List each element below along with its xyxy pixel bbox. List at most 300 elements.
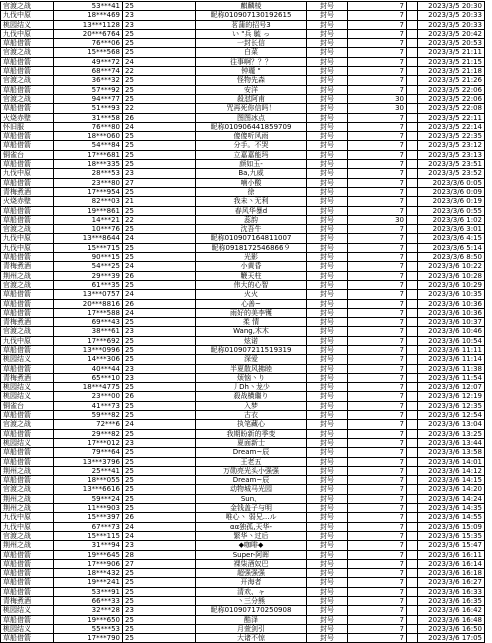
account-cell: 25***41	[54, 466, 123, 475]
level-cell: 24	[123, 522, 196, 531]
level-cell: 25	[123, 466, 196, 475]
server-cell: 桃园结义	[1, 624, 54, 633]
account-cell: 15***115	[54, 531, 123, 540]
nickname-cell: い "兵 毓 っ	[196, 29, 307, 38]
account-cell: 18***060	[54, 132, 123, 141]
blank-cell	[407, 122, 418, 131]
nickname-cell: 夏面新士	[196, 438, 307, 447]
account-cell: 14***21	[54, 215, 123, 224]
nickname-cell: 繁华丶过后	[196, 531, 307, 540]
level-cell: 25	[123, 504, 196, 513]
days-cell: 7	[348, 197, 407, 206]
server-cell: 荆州之战	[1, 504, 54, 513]
nickname-cell: Super-阿晖	[196, 550, 307, 559]
days-cell: 7	[348, 531, 407, 540]
server-cell: 草船借箭	[1, 634, 54, 643]
nickname-cell: 开海者	[196, 578, 307, 587]
account-cell: 11***903	[54, 504, 123, 513]
days-cell: 7	[348, 355, 407, 364]
nickname-cell: 春风华暴d	[196, 206, 307, 215]
nickname-cell: 唯心丶 弱兄...ル	[196, 513, 307, 522]
account-cell: 79***64	[54, 448, 123, 457]
time-cell: 2023/3/6 16:42	[418, 606, 485, 615]
action-cell: 封号	[307, 299, 348, 308]
action-cell: 封号	[307, 262, 348, 271]
table-row	[1, 308, 485, 317]
blank-cell	[407, 178, 418, 187]
server-cell: 草船借箭	[1, 215, 54, 224]
table-row	[1, 597, 485, 606]
level-cell: 25	[123, 429, 196, 438]
table-body	[1, 2, 485, 643]
days-cell: 7	[348, 178, 407, 187]
days-cell: 7	[348, 318, 407, 327]
level-cell: 24	[123, 57, 196, 66]
blank-cell	[407, 466, 418, 475]
server-cell: 草船借箭	[1, 132, 54, 141]
action-cell: 封号	[307, 48, 348, 57]
blank-cell	[407, 364, 418, 373]
account-cell: 17***906	[54, 559, 123, 568]
account-cell: 20***8816	[54, 299, 123, 308]
server-cell: 草船借箭	[1, 559, 54, 568]
server-cell: 官渡之战	[1, 48, 54, 57]
days-cell: 7	[348, 2, 407, 11]
nickname-cell: Ba,九威	[196, 169, 307, 178]
server-cell: 怀旧服	[1, 122, 54, 131]
account-cell: 59***24	[54, 494, 123, 503]
days-cell: 7	[348, 438, 407, 447]
nickname-cell: 我期盼新的季变	[196, 429, 307, 438]
nickname-cell: 殺怼阿甫	[196, 94, 307, 103]
nickname-cell: 咒再死你信吗！	[196, 104, 307, 113]
account-cell: 19***645	[54, 550, 123, 559]
account-cell: 82***03	[54, 197, 123, 206]
server-cell: 铜雀台	[1, 150, 54, 159]
blank-cell	[407, 336, 418, 345]
days-cell: 7	[348, 57, 407, 66]
time-cell: 2023/3/6 16:11	[418, 550, 485, 559]
nickname-cell: 昵称010907211519319	[196, 345, 307, 354]
blank-cell	[407, 206, 418, 215]
server-cell: 荆州之战	[1, 494, 54, 503]
level-cell: 23	[123, 327, 196, 336]
days-cell: 7	[348, 392, 407, 401]
nickname-cell: 丿Dh丶龙少	[196, 383, 307, 392]
action-cell: 封号	[307, 569, 348, 578]
days-cell: 7	[348, 150, 407, 159]
server-cell: 草船借箭	[1, 178, 54, 187]
table-row	[1, 94, 485, 103]
action-cell: 封号	[307, 364, 348, 373]
nickname-cell: 殺战横繼り	[196, 392, 307, 401]
server-cell: 草船借箭	[1, 578, 54, 587]
action-cell: 封号	[307, 494, 348, 503]
level-cell: 25	[123, 411, 196, 420]
level-cell: 27	[123, 559, 196, 568]
server-cell: 九伐中原	[1, 522, 54, 531]
level-cell: 25	[123, 355, 196, 364]
nickname-cell: 喃小酸	[196, 178, 307, 187]
action-cell: 封号	[307, 383, 348, 392]
days-cell: 7	[348, 513, 407, 522]
nickname-cell: 伟大的心智	[196, 280, 307, 289]
table-row	[1, 401, 485, 410]
level-cell: 25	[123, 615, 196, 624]
server-cell: 草船借箭	[1, 615, 54, 624]
table-row	[1, 634, 485, 643]
table-row	[1, 141, 485, 150]
blank-cell	[407, 29, 418, 38]
action-cell: 封号	[307, 504, 348, 513]
blank-cell	[407, 345, 418, 354]
account-cell: 61***35	[54, 280, 123, 289]
server-cell: 官渡之战	[1, 2, 54, 11]
time-cell: 2023/3/6 15:47	[418, 541, 485, 550]
level-cell: 25	[123, 597, 196, 606]
action-cell: 封号	[307, 132, 348, 141]
blank-cell	[407, 308, 418, 317]
nickname-cell: αα独孤,天华-	[196, 522, 307, 531]
nickname-cell: 昵称010907164811007	[196, 234, 307, 243]
server-cell: 草船借箭	[1, 429, 54, 438]
days-cell: 7	[348, 411, 407, 420]
blank-cell	[407, 187, 418, 196]
days-cell: 7	[348, 597, 407, 606]
server-cell: 草船借箭	[1, 141, 54, 150]
table-row	[1, 448, 485, 457]
days-cell: 7	[348, 225, 407, 234]
nickname-cell: 我未丶无利	[196, 197, 307, 206]
time-cell: 2023/3/6 0:09	[418, 187, 485, 196]
table-row	[1, 476, 485, 485]
action-cell: 封号	[307, 67, 348, 76]
blank-cell	[407, 485, 418, 494]
level-cell: 25	[123, 587, 196, 596]
action-cell: 封号	[307, 336, 348, 345]
time-cell: 2023/3/6 8:50	[418, 253, 485, 262]
time-cell: 2023/3/6 16:33	[418, 587, 485, 596]
table-row	[1, 169, 485, 178]
nickname-cell: 柔 情	[196, 318, 307, 327]
action-cell: 封号	[307, 150, 348, 159]
level-cell: 25	[123, 160, 196, 169]
blank-cell	[407, 420, 418, 429]
account-cell: 14***306	[54, 355, 123, 364]
action-cell: 封号	[307, 587, 348, 596]
account-cell: 17***954	[54, 187, 123, 196]
blank-cell	[407, 513, 418, 522]
days-cell: 7	[348, 541, 407, 550]
level-cell: 25	[123, 280, 196, 289]
account-cell: 69***43	[54, 318, 123, 327]
blank-cell	[407, 578, 418, 587]
blank-cell	[407, 438, 418, 447]
server-cell: 草船借箭	[1, 39, 54, 48]
server-cell: 草船借箭	[1, 85, 54, 94]
level-cell: 25	[123, 39, 196, 48]
action-cell: 封号	[307, 634, 348, 643]
level-cell: 25	[123, 634, 196, 643]
table-row	[1, 457, 485, 466]
level-cell: 24	[123, 262, 196, 271]
days-cell: 7	[348, 615, 407, 624]
level-cell: 25	[123, 485, 196, 494]
action-cell: 封号	[307, 94, 348, 103]
account-cell: 18***055	[54, 476, 123, 485]
server-cell: 青梅煮酒	[1, 318, 54, 327]
action-cell: 封号	[307, 113, 348, 122]
time-cell: 2023/3/6 10:36	[418, 299, 485, 308]
blank-cell	[407, 11, 418, 20]
days-cell: 7	[348, 634, 407, 643]
time-cell: 2023/3/5 20:53	[418, 39, 485, 48]
account-cell: 17***012	[54, 438, 123, 447]
table-row	[1, 438, 485, 447]
action-cell: 封号	[307, 104, 348, 113]
level-cell: 26	[123, 271, 196, 280]
level-cell: 23	[123, 606, 196, 615]
level-cell: 25	[123, 85, 196, 94]
time-cell: 2023/3/5 22:06	[418, 94, 485, 103]
level-cell: 23	[123, 364, 196, 373]
account-cell: 53***91	[54, 587, 123, 596]
level-cell: 26	[123, 513, 196, 522]
action-cell: 封号	[307, 215, 348, 224]
action-cell: 封号	[307, 122, 348, 131]
table-row	[1, 531, 485, 540]
level-cell: 25	[123, 150, 196, 159]
action-cell: 封号	[307, 318, 348, 327]
level-cell: 23	[123, 20, 196, 29]
account-cell: 31***58	[54, 113, 123, 122]
table-row	[1, 494, 485, 503]
blank-cell	[407, 448, 418, 457]
table-row	[1, 336, 485, 345]
action-cell: 封号	[307, 615, 348, 624]
level-cell: 25	[123, 206, 196, 215]
time-cell: 2023/3/6 10:54	[418, 336, 485, 345]
time-cell: 2023/3/5 21:15	[418, 57, 485, 66]
nickname-cell: Sun、	[196, 494, 307, 503]
server-cell: 草船借箭	[1, 299, 54, 308]
days-cell: 30	[348, 94, 407, 103]
blank-cell	[407, 606, 418, 615]
nickname-cell: 王老五	[196, 457, 307, 466]
server-cell: 火烧赤壁	[1, 197, 54, 206]
server-cell: 官渡之战	[1, 485, 54, 494]
time-cell: 2023/3/6 16:48	[418, 615, 485, 624]
action-cell: 封号	[307, 466, 348, 475]
action-cell: 封号	[307, 76, 348, 85]
blank-cell	[407, 39, 418, 48]
time-cell: 2023/3/6 10:29	[418, 280, 485, 289]
time-cell: 2023/3/5 20:33	[418, 11, 485, 20]
blank-cell	[407, 559, 418, 568]
nickname-cell: 分手。不哭	[196, 141, 307, 150]
account-cell: 54***25	[54, 262, 123, 271]
account-cell: 18***4775	[54, 383, 123, 392]
time-cell: 2023/3/6 11:38	[418, 364, 485, 373]
server-cell: 青梅煮酒	[1, 262, 54, 271]
nickname-cell: 图图冰点	[196, 113, 307, 122]
blank-cell	[407, 634, 418, 643]
level-cell: 26	[123, 113, 196, 122]
server-cell: 九伐中原	[1, 336, 54, 345]
time-cell: 2023/3/6 16:27	[418, 578, 485, 587]
blank-cell	[407, 597, 418, 606]
table-row	[1, 234, 485, 243]
level-cell: 25	[123, 476, 196, 485]
blank-cell	[407, 150, 418, 159]
time-cell: 2023/3/6 11:54	[418, 373, 485, 382]
table-row	[1, 578, 485, 587]
table-row	[1, 132, 485, 141]
action-cell: 封号	[307, 578, 348, 587]
days-cell: 7	[348, 290, 407, 299]
action-cell: 封号	[307, 308, 348, 317]
action-cell: 封号	[307, 373, 348, 382]
time-cell: 2023/3/6 15:09	[418, 522, 485, 531]
action-cell: 封号	[307, 345, 348, 354]
server-cell: 桃园结义	[1, 438, 54, 447]
blank-cell	[407, 429, 418, 438]
action-cell: 封号	[307, 20, 348, 29]
table-row	[1, 411, 485, 420]
level-cell: 21	[123, 197, 196, 206]
account-cell: 55***53	[54, 624, 123, 633]
nickname-cell: 光影	[196, 253, 307, 262]
table-row	[1, 2, 485, 11]
server-cell: 九伐中原	[1, 169, 54, 178]
account-cell: 18***335	[54, 160, 123, 169]
nickname-cell: 丶三分熊	[196, 597, 307, 606]
nickname-cell: 炫诺	[196, 336, 307, 345]
server-cell: 草船借箭	[1, 587, 54, 596]
level-cell: 25	[123, 76, 196, 85]
level-cell: 25	[123, 48, 196, 57]
action-cell: 封号	[307, 243, 348, 252]
days-cell: 7	[348, 494, 407, 503]
time-cell: 2023/3/6 10:22	[418, 262, 485, 271]
account-cell: 13***0996	[54, 345, 123, 354]
action-cell: 封号	[307, 485, 348, 494]
level-cell: 26	[123, 392, 196, 401]
server-cell: 官渡之战	[1, 94, 54, 103]
action-cell: 封号	[307, 234, 348, 243]
action-cell: 封号	[307, 541, 348, 550]
days-cell: 7	[348, 327, 407, 336]
level-cell: 25	[123, 457, 196, 466]
table-row	[1, 513, 485, 522]
time-cell: 2023/3/6 16:50	[418, 624, 485, 633]
account-cell: 49***72	[54, 57, 123, 66]
account-cell: 23***80	[54, 178, 123, 187]
server-cell: 草船借箭	[1, 457, 54, 466]
blank-cell	[407, 160, 418, 169]
days-cell: 7	[348, 606, 407, 615]
days-cell: 7	[348, 243, 407, 252]
account-cell: 15***715	[54, 243, 123, 252]
table-row	[1, 299, 485, 308]
action-cell: 封号	[307, 271, 348, 280]
time-cell: 2023/3/6 16:35	[418, 597, 485, 606]
action-cell: 封号	[307, 448, 348, 457]
account-cell: 38***61	[54, 327, 123, 336]
table-row	[1, 178, 485, 187]
table-row	[1, 122, 485, 131]
days-cell: 7	[348, 466, 407, 475]
blank-cell	[407, 615, 418, 624]
blank-cell	[407, 94, 418, 103]
days-cell: 7	[348, 476, 407, 485]
time-cell: 2023/3/6 14:15	[418, 476, 485, 485]
level-cell: 25	[123, 187, 196, 196]
days-cell: 7	[348, 485, 407, 494]
time-cell: 2023/3/5 21:11	[418, 48, 485, 57]
table-row	[1, 615, 485, 624]
level-cell: 25	[123, 94, 196, 103]
nickname-cell: 昵称010907130192615	[196, 11, 307, 20]
table-row	[1, 76, 485, 85]
blank-cell	[407, 271, 418, 280]
level-cell: 22	[123, 215, 196, 224]
days-cell: 7	[348, 420, 407, 429]
level-cell: 25	[123, 2, 196, 11]
action-cell: 封号	[307, 141, 348, 150]
server-cell: 草船借箭	[1, 411, 54, 420]
time-cell: 2023/3/6 10:37	[418, 318, 485, 327]
level-cell: 27	[123, 178, 196, 187]
account-cell: 13***0757	[54, 290, 123, 299]
action-cell: 封号	[307, 85, 348, 94]
blank-cell	[407, 2, 418, 11]
server-cell: 九伐中原	[1, 513, 54, 522]
blank-cell	[407, 280, 418, 289]
table-row	[1, 290, 485, 299]
table-row	[1, 624, 485, 633]
nickname-cell: 半夏散风拂睦	[196, 364, 307, 373]
server-cell: 九伐中原	[1, 29, 54, 38]
table-row	[1, 485, 485, 494]
blank-cell	[407, 20, 418, 29]
days-cell: 7	[348, 624, 407, 633]
blank-cell	[407, 104, 418, 113]
blank-cell	[407, 290, 418, 299]
action-cell: 封号	[307, 29, 348, 38]
server-cell: 桃园结义	[1, 20, 54, 29]
table-row	[1, 541, 485, 550]
days-cell: 7	[348, 122, 407, 131]
blank-cell	[407, 243, 418, 252]
days-cell: 30	[348, 215, 407, 224]
blank-cell	[407, 76, 418, 85]
server-cell: 青梅煮酒	[1, 373, 54, 382]
table-row	[1, 57, 485, 66]
days-cell: 7	[348, 48, 407, 57]
time-cell: 2023/3/6 13:44	[418, 438, 485, 447]
table-row	[1, 253, 485, 262]
blank-cell	[407, 401, 418, 410]
nickname-cell: 金钱盖子与明	[196, 504, 307, 513]
blank-cell	[407, 262, 418, 271]
level-cell: 25	[123, 318, 196, 327]
account-cell: 28***53	[54, 169, 123, 178]
server-cell: 草船借箭	[1, 476, 54, 485]
blank-cell	[407, 457, 418, 466]
action-cell: 封号	[307, 39, 348, 48]
days-cell: 30	[348, 104, 407, 113]
